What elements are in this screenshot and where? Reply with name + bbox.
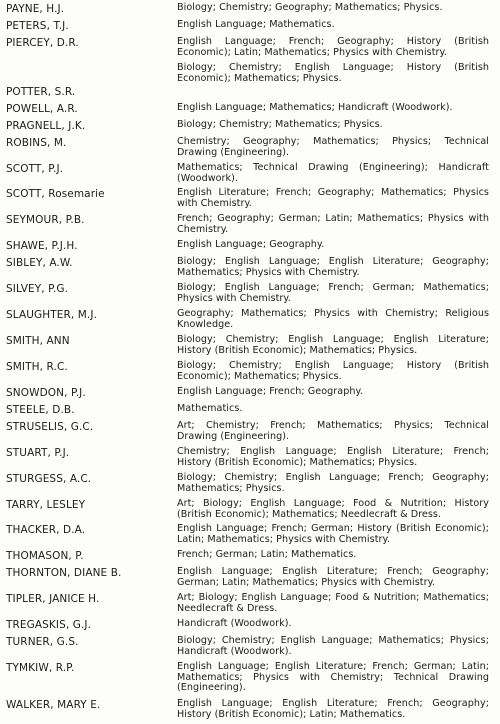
pupil-name: POWELL, A.R. bbox=[6, 103, 78, 115]
subjects-passed: Biology; Chemistry; English Language; English Literature; History (British Economic); Mathematics; Physics. bbox=[177, 334, 489, 356]
subjects-passed: Biology; Chemistry; Geography; Mathematics; Physics. bbox=[177, 2, 443, 13]
subjects-passed: Art; Biology; English Language; Food & Nutrition; Mathematics; Needlecraft & Dress. bbox=[177, 592, 489, 614]
subjects-passed: French; German; Latin; Mathematics. bbox=[177, 549, 357, 560]
subjects-passed: Art; Biology; English Language; Food & Nutrition; History (British Economic); Mathematics; Needlecraft & Dress. bbox=[177, 498, 489, 520]
pupil-name: TURNER, G.S. bbox=[6, 636, 79, 648]
pupil-name: PETERS, T.J. bbox=[6, 20, 69, 32]
subjects-passed: Mathematics. bbox=[177, 403, 243, 414]
pupil-name: THORNTON, DIANE B. bbox=[6, 567, 122, 579]
subjects-passed: English Language; English Literature; French; German; Latin; Mathematics; Physics with Chemistry; Technical Drawing (Engineering). bbox=[177, 661, 489, 694]
pupil-name: SCOTT, Rosemarie bbox=[6, 188, 105, 200]
pupil-name: SEYMOUR, P.B. bbox=[6, 214, 85, 226]
pupil-name: THACKER, D.A. bbox=[6, 524, 86, 536]
pupil-name: SILVEY, P.G. bbox=[6, 283, 69, 295]
subjects-passed: Biology; Chemistry; English Language; History (British Economic); Mathematics; Physics. bbox=[177, 62, 489, 84]
subjects-passed: Geography; Mathematics; Physics with Chemistry; Religious Knowledge. bbox=[177, 308, 489, 330]
pupil-name: PAYNE, H.J. bbox=[6, 3, 65, 15]
subjects-passed: English Language; English Literature; French; Geography; German; Latin; Mathematics; Physics with Chemistry. bbox=[177, 566, 489, 588]
subjects-passed: Biology; Chemistry; English Language; History (British Economic); Mathematics; Physics. bbox=[177, 360, 489, 382]
pupil-name: SNOWDON, P.J. bbox=[6, 387, 86, 399]
subjects-passed: Biology; English Language; French; German; Mathematics; Physics with Chemistry. bbox=[177, 282, 489, 304]
pupil-name: TYMKIW, R.P. bbox=[6, 662, 75, 674]
subjects-passed: English Language; French; Geography; History (British Economic); Latin; Mathematics; Physics with Chemistry. bbox=[177, 36, 489, 58]
subjects-passed: Biology; Chemistry; Mathematics; Physics. bbox=[177, 119, 383, 130]
pupil-name: STUART, P.J. bbox=[6, 447, 70, 459]
pupil-name: TREGASKIS, G.J. bbox=[6, 619, 92, 631]
subjects-passed: English Literature; French; Geography; Mathematics; Physics with Chemistry. bbox=[177, 187, 489, 209]
pupil-name: SMITH, ANN bbox=[6, 335, 70, 347]
subjects-passed: Biology; Chemistry; English Language; French; Geography; Mathematics; Physics. bbox=[177, 472, 489, 494]
subjects-passed: Chemistry; Geography; Mathematics; Physics; Technical Drawing (Engineering). bbox=[177, 136, 489, 158]
subjects-passed: English Language; French; Geography. bbox=[177, 386, 363, 397]
pupil-name: ROBINS, M. bbox=[6, 137, 67, 149]
pupil-name: STEELE, D.B. bbox=[6, 404, 75, 416]
pupil-name: POTTER, S.R. bbox=[6, 86, 76, 98]
pupil-name: TARRY, LESLEY bbox=[6, 499, 86, 511]
pupil-name: SHAWE, P.J.H. bbox=[6, 240, 78, 252]
subjects-passed: English Language; Mathematics; Handicraft (Woodwork). bbox=[177, 102, 453, 113]
subjects-passed: Art; Chemistry; French; Mathematics; Physics; Technical Drawing (Engineering). bbox=[177, 420, 489, 442]
pupil-name: PRAGNELL, J.K. bbox=[6, 120, 86, 132]
pupil-name: PIERCEY, D.R. bbox=[6, 37, 79, 49]
pupil-name: THOMASON, P. bbox=[6, 550, 84, 562]
subjects-passed: English Language; French; German; History (British Economic); Latin; Mathematics; Physics with Chemistry. bbox=[177, 523, 489, 545]
pupil-name: TIPLER, JANICE H. bbox=[6, 593, 100, 605]
subjects-passed: Biology; Chemistry; English Language; Mathematics; Physics; Handicraft (Woodwork). bbox=[177, 635, 489, 657]
subjects-passed: English Language; Geography. bbox=[177, 239, 325, 250]
subjects-passed: Handicraft (Woodwork). bbox=[177, 618, 292, 629]
subjects-passed: Biology; English Language; English Literature; Geography; Mathematics; Physics with Chemistry. bbox=[177, 256, 489, 278]
pupil-name: SCOTT, P.J. bbox=[6, 163, 64, 175]
subjects-passed: Chemistry; English Language; English Literature; French; History (British Economic); Mathematics; Physics. bbox=[177, 446, 489, 468]
subjects-passed: French; Geography; German; Latin; Mathematics; Physics with Chemistry. bbox=[177, 213, 489, 235]
pupil-name: STRUSELIS, G.C. bbox=[6, 421, 94, 433]
pupil-name: SMITH, R.C. bbox=[6, 361, 68, 373]
pupil-name: WALKER, MARY E. bbox=[6, 699, 101, 711]
subjects-passed: English Language; English Literature; French; Geography; History (British Economic); Latin; Mathematics. bbox=[177, 698, 489, 720]
pupil-name: SIBLEY, A.W. bbox=[6, 257, 73, 269]
pupil-name: SLAUGHTER, M.J. bbox=[6, 309, 98, 321]
subjects-passed: Mathematics; Technical Drawing (Engineering); Handicraft (Woodwork). bbox=[177, 162, 489, 184]
subjects-passed: English Language; Mathematics. bbox=[177, 19, 335, 30]
pupil-name: STURGESS, A.C. bbox=[6, 473, 92, 485]
